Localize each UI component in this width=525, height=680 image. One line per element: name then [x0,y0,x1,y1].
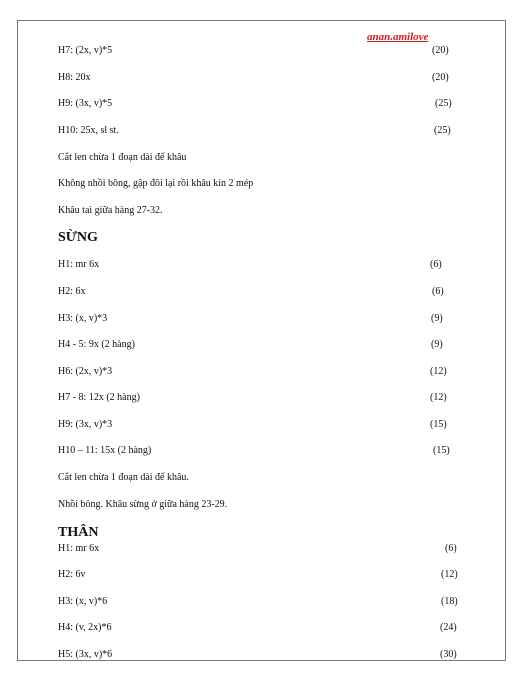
pattern-row-label: H8: 20x [58,72,91,83]
pattern-row-label: H7: (2x, v)*5 [58,45,113,56]
pattern-row-count: (12) [430,392,447,403]
pattern-row-count: (6) [430,259,442,270]
pattern-row-count: (15) [430,419,447,430]
instruction-note: Khâu tai giữa hàng 27-32. [58,205,163,216]
instruction-note: Cắt len chừa 1 đoạn dài để khâu. [58,472,189,483]
pattern-row-count: (12) [441,569,458,580]
pattern-row-label: H2: 6v [58,569,86,580]
pattern-row-label: H9: (3x, v)*3 [58,419,113,430]
section-heading-horn: SỪNG [58,230,98,245]
pattern-row-label: H5: (3x, v)*6 [58,649,113,660]
pattern-row-label: H10 – 11: 15x (2 hàng) [58,445,152,456]
pattern-row-label: H1: mr 6x [58,543,100,554]
pattern-row-label: H9: (3x, v)*5 [58,98,113,109]
pattern-row-count: (12) [430,366,447,377]
pattern-row-label: H4 - 5: 9x (2 hàng) [58,339,135,350]
pattern-row-label: H3: (x, v)*3 [58,313,108,324]
pattern-row-label: H6: (2x, v)*3 [58,366,113,377]
pattern-row-count: (18) [441,596,458,607]
pattern-row-count: (9) [431,339,443,350]
instruction-note: Nhồi bông. Khâu sừng ở giữa hàng 23-29. [58,499,228,510]
pattern-row-count: (9) [431,313,443,324]
pattern-row-count: (6) [432,286,444,297]
section-heading-body: THÂN [58,525,99,540]
pattern-row-count: (6) [445,543,457,554]
pattern-row-count: (25) [435,98,452,109]
pattern-row-label: H1: mr 6x [58,259,100,270]
instruction-note: Cắt len chừa 1 đoạn dài để khâu [58,152,187,163]
pattern-row-count: (20) [432,45,449,56]
pattern-row-label: H10: 25x, sl st. [58,125,119,136]
instruction-note: Không nhồi bông, gập đôi lại rồi khâu kín 2 mép [58,178,254,189]
watermark-link[interactable]: anan.amilove [367,31,429,43]
pattern-row-label: H7 - 8: 12x (2 hàng) [58,392,140,403]
pattern-row-label: H2: 6x [58,286,86,297]
pattern-row-count: (24) [440,622,457,633]
pattern-row-count: (20) [432,72,449,83]
pattern-row-count: (25) [434,125,451,136]
pattern-row-count: (30) [440,649,457,660]
pattern-row-count: (15) [433,445,450,456]
pattern-row-label: H3: (x, v)*6 [58,596,108,607]
pattern-row-label: H4: (v, 2x)*6 [58,622,112,633]
